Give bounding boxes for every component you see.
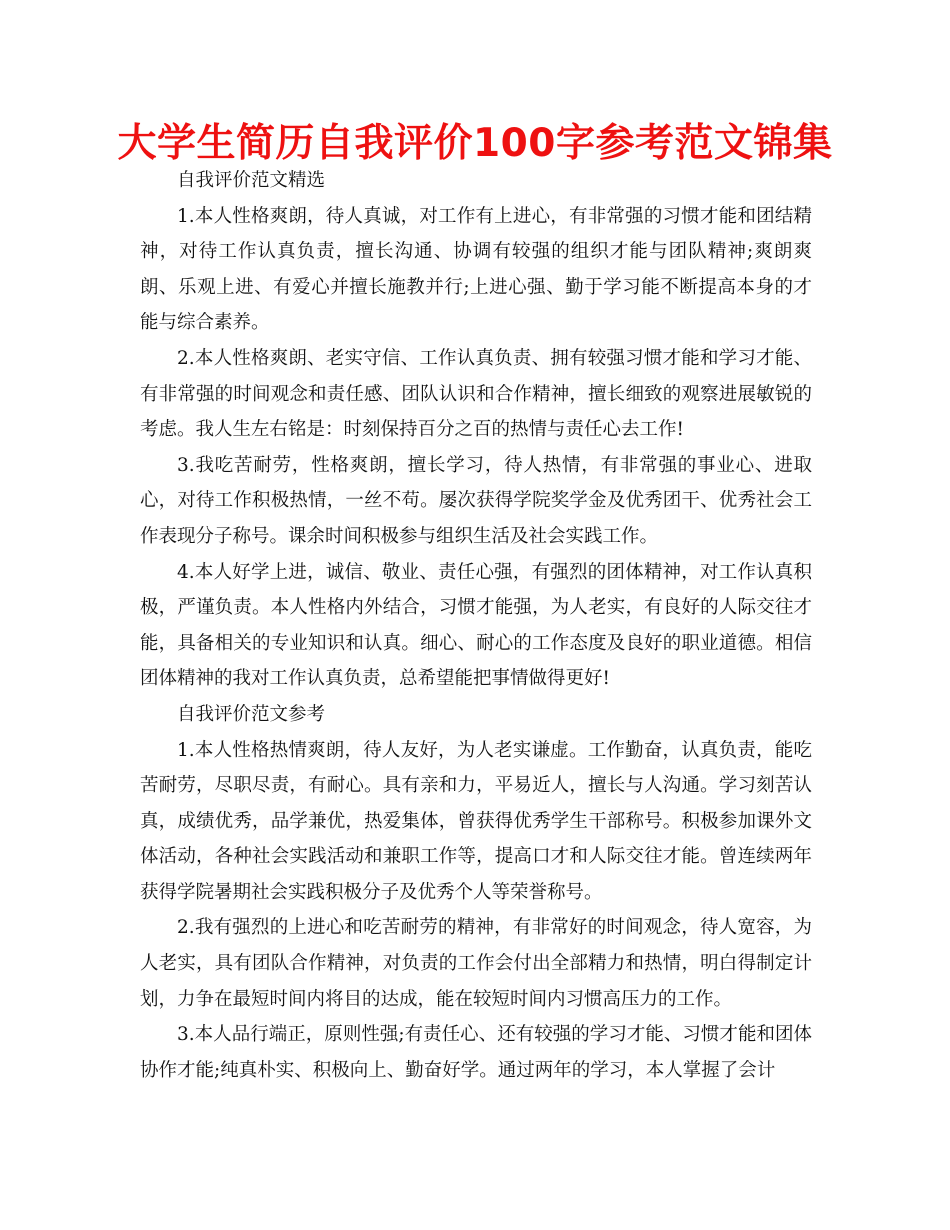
paragraph-reference-2: 2.我有强烈的上进心和吃苦耐劳的精神，有非常好的时间观念，待人宽容，为人老实，具有团队合作精神，对负责的工作会付出全部精力和热情，明白得制定计划，力争在最短时间内将目的达成，能在较短时间内习惯高压力的工作。 (140, 917, 812, 1010)
paragraph-selected-3: 3.我吃苦耐劳，性格爽朗，擅长学习，待人热情，有非常强的事业心、进取心，对待工作积极热情，一丝不苟。屡次获得学院奖学金及优秀团干、优秀社会工作表现分子称号。课余时间积极参与组织生活及社会实践工作。 (140, 454, 812, 547)
paragraph-reference-1: 1.本人性格热情爽朗，待人友好，为人老实谦虚。工作勤奋，认真负责，能吃苦耐劳，尽职尽责，有耐心。具有亲和力，平易近人，擅长与人沟通。学习刻苦认真，成绩优秀，品学兼优，热爱集体，曾获得优秀学生干部称号。积极参加课外文体活动，各种社会实践活动和兼职工作等，提高口才和人际交往才能。曾连续两年获得学院暑期社会实践积极分子及优秀个人等荣誉称号。 (140, 739, 812, 903)
document-title: 大学生简历自我评价100字参考范文锦集 (117, 121, 833, 166)
section-heading-selected: 自我评价范文精选 (177, 170, 326, 191)
paragraph-selected-2: 2.本人性格爽朗、老实守信、工作认真负责、拥有较强习惯才能和学习才能、有非常强的时间观念和责任感、团队认识和合作精神，擅长细致的观察进展敏锐的考虑。我人生左右铭是：时刻保持百分之百的热情与责任心去工作! (140, 347, 812, 441)
paragraph-selected-1: 1.本人性格爽朗，待人真诚，对工作有上进心，有非常强的习惯才能和团结精神，对待工作认真负责，擅长沟通、协调有较强的组织才能与团队精神;爽朗爽朗、乐观上进、有爱心并擅长施教并行;上进心强、勤于学习能不断提高本身的才能与综合素养。 (140, 205, 812, 334)
section-heading-reference: 自我评价范文参考 (177, 703, 326, 725)
paragraph-selected-4: 4.本人好学上进，诚信、敬业、责任心强，有强烈的团体精神，对工作认真积极，严谨负责。本人性格内外结合，习惯才能强，为人老实，有良好的人际交往才能，具备相关的专业知识和认真。细心、耐心的工作态度及良好的职业道德。相信团体精神的我对工作认真负责，总希望能把事情做得更好! (140, 561, 812, 690)
paragraph-reference-3: 3.本人品行端正，原则性强;有责任心、还有较强的学习才能、习惯才能和团体协作才能;纯真朴实、积极向上、勤奋好学。通过两年的学习，本人掌握了会计 (140, 1024, 812, 1081)
document-body (140, 163, 812, 1088)
